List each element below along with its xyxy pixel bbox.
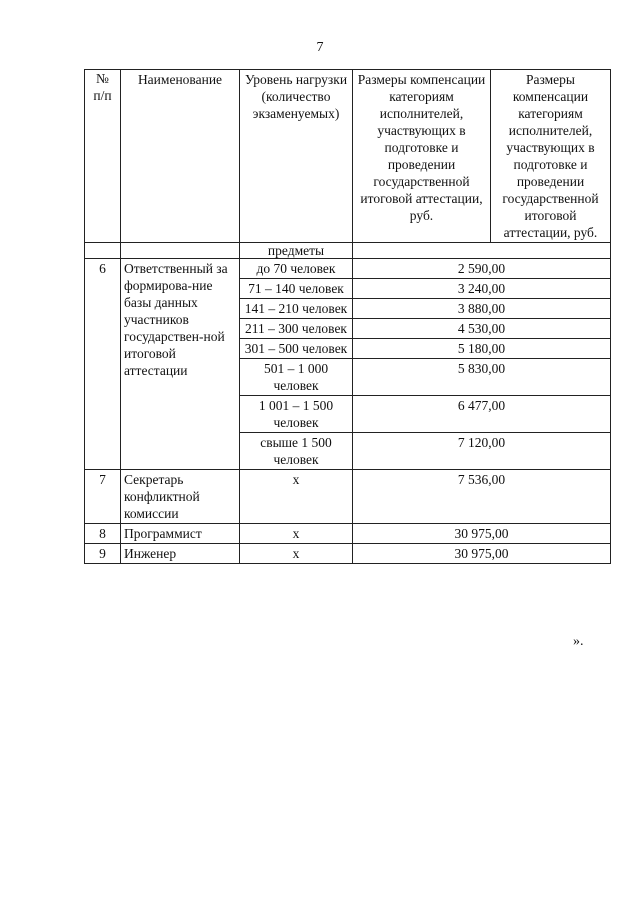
row-6-amount-3: 3 880,00 bbox=[353, 299, 611, 319]
header-comp-1: Размеры компенсации категориям исполнителей, участвующих в подготовке и проведении государственной итоговой аттестации, руб. bbox=[353, 70, 491, 243]
row-7-amount: 7 536,00 bbox=[353, 470, 611, 524]
row-6-level-7: 1 001 – 1 500 человек bbox=[240, 396, 353, 433]
row-6-level-8: свыше 1 500 человек bbox=[240, 433, 353, 470]
row-7-level: х bbox=[240, 470, 353, 524]
row-9-amount: 30 975,00 bbox=[353, 544, 611, 564]
header-comp-2: Размеры компенсации категориям исполнителей, участвующих в подготовке и проведении государственной итоговой аттестации, руб. bbox=[491, 70, 611, 243]
row-8-amount: 30 975,00 bbox=[353, 524, 611, 544]
header-level: Уровень нагрузки (количество экзаменуемых) bbox=[240, 70, 353, 243]
row-8-num: 8 bbox=[85, 524, 121, 544]
row-6-level-1: до 70 человек bbox=[240, 259, 353, 279]
row-6-amount-8: 7 120,00 bbox=[353, 433, 611, 470]
header-name: Наименование bbox=[121, 70, 240, 243]
row-6-level-2: 71 – 140 человек bbox=[240, 279, 353, 299]
row-6-amount-6: 5 830,00 bbox=[353, 359, 611, 396]
row-6-amount-7: 6 477,00 bbox=[353, 396, 611, 433]
continuation-text: предметы bbox=[240, 243, 353, 259]
row-6-amount-4: 4 530,00 bbox=[353, 319, 611, 339]
row-6-level-5: 301 – 500 человек bbox=[240, 339, 353, 359]
row-6-amount-2: 3 240,00 bbox=[353, 279, 611, 299]
row-6-name: Ответственный за формирова-ние базы данных участников государствен-ной итоговой аттестации bbox=[121, 259, 240, 470]
table-header-row bbox=[85, 70, 611, 243]
row-6-amount-1: 2 590,00 bbox=[353, 259, 611, 279]
page-number: 7 bbox=[316, 40, 324, 55]
row-8-level: х bbox=[240, 524, 353, 544]
table-row bbox=[85, 524, 611, 544]
row-7-num: 7 bbox=[85, 470, 121, 524]
compensation-table bbox=[84, 69, 611, 564]
closing-quote: ». bbox=[573, 634, 584, 649]
row-6-num: 6 bbox=[85, 259, 121, 470]
row-6-level-3: 141 – 210 человек bbox=[240, 299, 353, 319]
header-num: № п/п bbox=[85, 70, 121, 243]
table-row bbox=[85, 544, 611, 564]
row-7-name: Секретарь конфликтной комиссии bbox=[121, 470, 240, 524]
table-row bbox=[85, 259, 611, 279]
table-row-continuation bbox=[85, 243, 611, 259]
table-row bbox=[85, 470, 611, 524]
row-6-level-6: 501 – 1 000 человек bbox=[240, 359, 353, 396]
row-9-num: 9 bbox=[85, 544, 121, 564]
row-9-name: Инженер bbox=[121, 544, 240, 564]
row-8-name: Программист bbox=[121, 524, 240, 544]
row-6-amount-5: 5 180,00 bbox=[353, 339, 611, 359]
row-6-level-4: 211 – 300 человек bbox=[240, 319, 353, 339]
row-9-level: х bbox=[240, 544, 353, 564]
